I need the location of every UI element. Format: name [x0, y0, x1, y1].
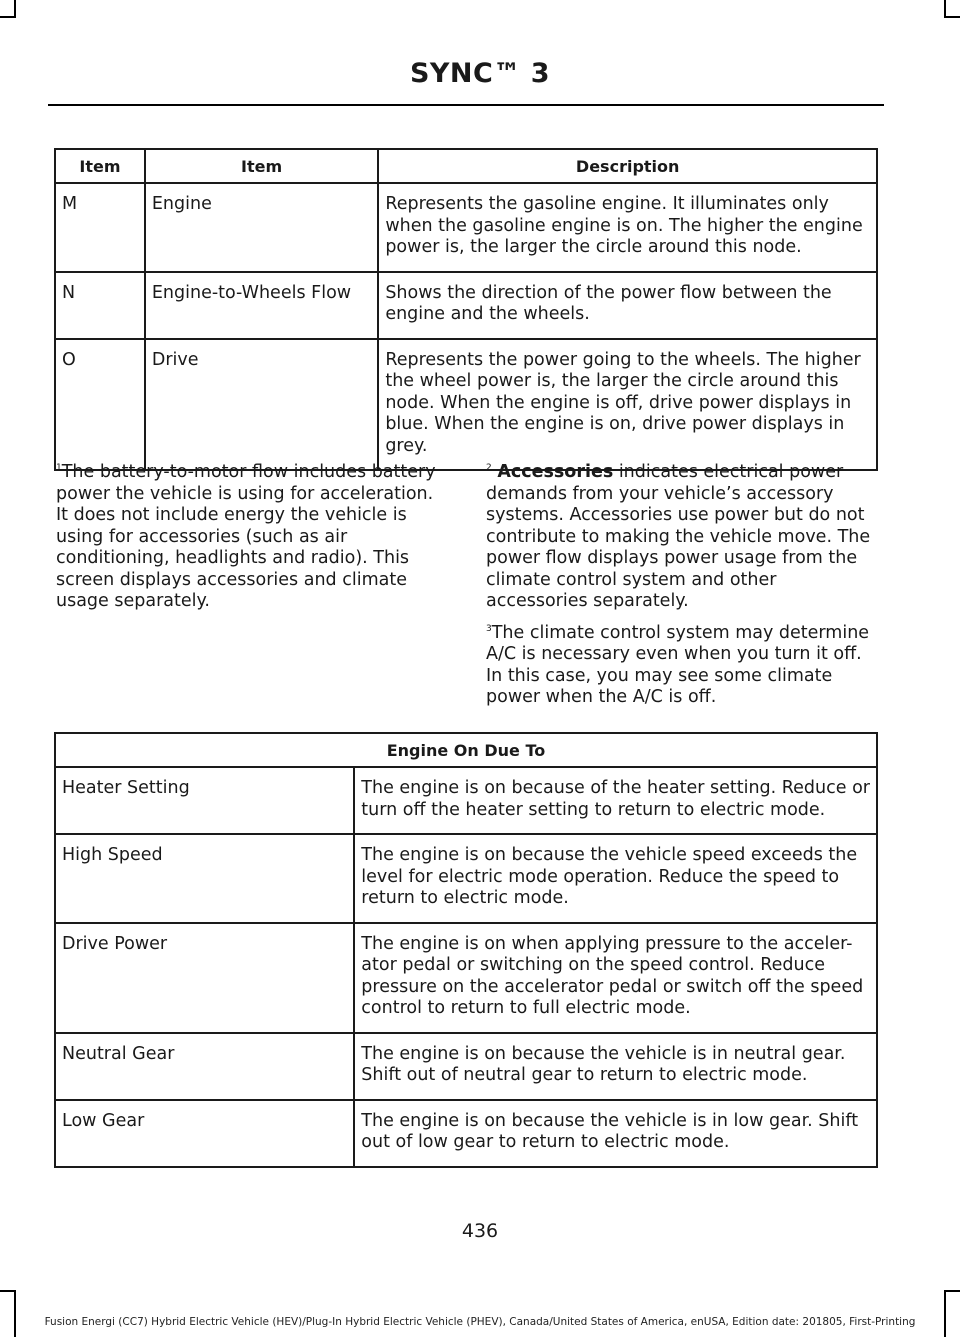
- footnote-text: The battery-to-motor flow includes battery power the vehicle is using for acceleration. It does not include energy the vehicle is using for accessories (such as air conditioning, headlights and radio). This screen displays accessories and climate usage separately.: [56, 462, 436, 611]
- crop-mark: [944, 1290, 960, 1292]
- item-name: Engine-to-Wheels Flow: [145, 272, 378, 339]
- crop-mark: [0, 1290, 16, 1292]
- item-letter: O: [55, 339, 145, 471]
- table-header-row: [55, 733, 877, 767]
- table-row: [55, 183, 877, 272]
- table-header-row: [55, 149, 877, 183]
- table-title: Engine On Due To: [55, 733, 877, 767]
- table-row: [55, 339, 877, 471]
- item-description: Shows the direction of the power flow between the engine and the wheels.: [378, 272, 877, 339]
- item-letter: N: [55, 272, 145, 339]
- crop-mark: [0, 16, 16, 18]
- footnote-marker: 1: [56, 463, 62, 473]
- footnote-1: [56, 462, 448, 623]
- footnote-marker: 3: [486, 623, 492, 634]
- footnote-2: [486, 462, 880, 613]
- page-number: 436: [461, 1220, 499, 1242]
- footnote-3: [486, 623, 880, 709]
- item-description: Represents the power going to the wheels. The higher the wheel power is, the larger the circle around this node. When the engine is off, drive power displays in blue. When the engine is on, drive power displays in grey.: [378, 339, 877, 471]
- reason-description: The engine is on because the vehicle is in neutral gear. Shift out of neutral gear to return to electric mode.: [354, 1033, 877, 1100]
- reason-description: The engine is on because the vehicle speed exceeds the level for electric mode operation. Reduce the speed to return to electric mode.: [354, 834, 877, 923]
- table-row: [55, 834, 877, 923]
- table-row: [55, 767, 877, 834]
- reason-description: The engine is on because the vehicle is in low gear. Shift out of low gear to return to electric mode.: [354, 1100, 877, 1167]
- footer-edition-info: Fusion Energi (CC7) Hybrid Electric Vehicle (HEV)/Plug-In Hybrid Electric Vehicle (PHEV), Canada/United States of America, enUSA, Edition date: 201805, First-Printing: [44, 1316, 916, 1328]
- table-row: [55, 923, 877, 1033]
- footnote-text: indicates electrical power demands from your vehicle’s accessory systems. Accessories use power but do not contribute to making the vehicle move. The power flow displays power usage from the climate control system and other accessories separately.: [486, 462, 871, 611]
- reason-name: Drive Power: [55, 923, 354, 1033]
- page-title: SYNC™ 3: [409, 58, 551, 89]
- item-description-table: [54, 148, 878, 471]
- reason-name: Heater Setting: [55, 767, 354, 834]
- engine-on-table: [54, 732, 878, 1168]
- table-row: [55, 272, 877, 339]
- reason-name: Neutral Gear: [55, 1033, 354, 1100]
- item-name: Engine: [145, 183, 378, 272]
- footnote-marker: 2: [486, 463, 492, 473]
- item-letter: M: [55, 183, 145, 272]
- reason-name: High Speed: [55, 834, 354, 923]
- column-header: Item: [145, 149, 378, 183]
- column-header: Description: [378, 149, 877, 183]
- crop-mark: [944, 16, 960, 18]
- footnotes-right: [486, 462, 880, 719]
- footnote-text: The climate control system may determine A/C is necessary even when you turn it off. In this case, you may see some climate power when the A/C is off.: [486, 622, 870, 707]
- item-description: Represents the gasoline engine. It illuminates only when the gasoline engine is on. The higher the engine power is, the larger the circle around this node.: [378, 183, 877, 272]
- footnote-term: Accessories: [497, 462, 614, 482]
- reason-description: The engine is on because of the heater setting. Reduce or turn off the heater setting to return to electric mode.: [354, 767, 877, 834]
- reason-description: The engine is on when applying pressure to the acceler-ator pedal or switching on the speed control. Reduce pressure on the accelerator pedal or switch off the speed control to return to full electric mode.: [354, 923, 877, 1033]
- table-row: [55, 1033, 877, 1100]
- table-row: [55, 1100, 877, 1167]
- column-header: Item: [55, 149, 145, 183]
- reason-name: Low Gear: [55, 1100, 354, 1167]
- header-divider: [48, 104, 884, 106]
- crop-mark: [14, 1290, 16, 1337]
- item-name: Drive: [145, 339, 378, 471]
- crop-mark: [944, 1290, 946, 1337]
